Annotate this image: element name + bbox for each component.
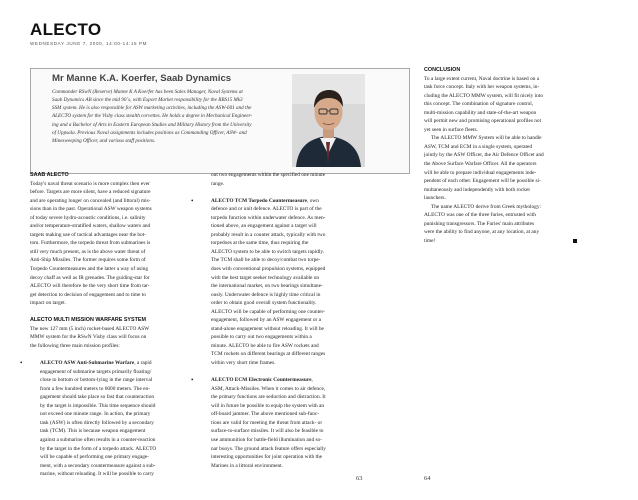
bullet-text: , a rapid (134, 360, 152, 367)
text-line: cluding the ALECTO MMW system, will fit nicely into (424, 92, 543, 99)
text-line: ously. Underwater defence is highly time critical in (211, 291, 321, 298)
text-line: multaneously and independently with both rocket (424, 186, 530, 193)
text-line: time! (424, 237, 614, 246)
text-line: task force concept. Italy with her weapon systems, in- (424, 84, 540, 91)
paragraph-mission-profiles (30, 325, 192, 351)
speaker-bio-text (52, 88, 286, 145)
bio-line: ALECTO system for the Visby class stealth corvettes. He holds a degree in Mechanical Engineer- (52, 113, 253, 120)
text-line: interesting opportunities for joint operation with the (211, 454, 323, 461)
text-line: does with conventional propulsion systems, equipped (211, 266, 326, 273)
text-line: Today's naval threat scenario is more complex then ever (30, 180, 150, 187)
text-line: torpedoes at the same time, thus requiring the (211, 240, 309, 247)
text-line: and/or temperature-stratified waters, shallow waters and (30, 223, 151, 230)
text-line: launchers. (424, 195, 446, 202)
text-line: ment, with a secondary countermeasure against a sub- (40, 462, 156, 469)
text-line: multi-mission capability and state-of-the-art weapon (424, 109, 537, 116)
portrait-image (292, 74, 365, 167)
text-line: probably result in a counter attack, typically with two (211, 231, 326, 238)
bio-line: of Uppsala. Previous Naval assignments includes positions as Commanding Officer, ASW- and (52, 129, 247, 136)
text-line: ALECTO will therefore be the very short time from tar- (30, 283, 150, 290)
text-line: out two engagements within the specified one minute (211, 172, 326, 178)
text-line: Anti-Ship Missiles. The former requires some form of (30, 257, 146, 264)
text-line: from a few hundred meters to 6000 meters. The en- (40, 385, 151, 392)
text-line: surface-to-surface missiles. It will also be feasible to (211, 428, 324, 435)
paragraph-threat (30, 180, 192, 308)
text-line: defence and or unit defence. ALECTO is part of the (211, 206, 322, 213)
text-line: of today severe hydro-acoustic conditions, i.e. salinity (30, 214, 146, 221)
text-line: Marines in a littoral environment. (211, 462, 283, 469)
text-line: torpedo function within underwater defence. As men- (211, 214, 326, 221)
text-line: will be able to prepare individual engagements inde- (424, 169, 537, 176)
bio-line: Saab Dynamics AB since the mid 90´s, with Export Market responsibility for the RBS15 Mk3 (52, 97, 243, 104)
text-line: off-board jammer. The above mentioned sub-func- (211, 411, 320, 418)
text-line: sions than in the past. Operational ASW weapon systems (30, 206, 152, 213)
text-line: The ALECTO MMW System will be able to handle (431, 135, 542, 142)
text-line: by the target is impossible. This time sequence should (40, 402, 156, 409)
text-line: will permit new and promising operational profiles not (424, 118, 542, 125)
text-line: marine, without reloading. It will be possible to carry (40, 471, 154, 478)
text-line: ALECTO system to be able to switch targets rapidly. (211, 248, 324, 255)
text-line: and are operating longer on concealed (and littoral) mis- (30, 197, 151, 204)
text-line: yet seen in surface fleets. (424, 126, 478, 133)
text-line: ALECTO will be capable of performing one counter- (211, 308, 325, 315)
text-line: within very short time frames. (211, 360, 276, 367)
paragraph-name-origin (424, 203, 614, 246)
page-number-left: 63 (356, 475, 363, 482)
text-line: this concept. The combination of signature control, (424, 101, 534, 108)
bio-line: ing and a Bachelor of Arts in Eastern European Studies and Military History from the University (52, 121, 252, 128)
session-datetime: WEDNESDAY JUNE 7, 2000, 14:00-14:15 PM (30, 41, 148, 46)
paragraph-continued (201, 171, 363, 188)
bullet-text: , (311, 377, 313, 384)
text-line: The new 127 mm (5 inch) rocket-based ALECTO ASW (30, 325, 150, 332)
text-line: by the target in the form of a torpedo attack. ALECTO (40, 445, 157, 452)
paragraph-conclusion (424, 75, 614, 135)
text-line: the following three main mission profiles: (30, 342, 120, 349)
text-line: still very much present, as is the above water threat of (30, 248, 146, 255)
text-line: MMW system for the RSwN Visby class will focus on (30, 334, 147, 341)
bullet-icon: • (20, 359, 23, 368)
text-line: against a submarine often results in a counter-reaction (40, 436, 156, 443)
text-line: close to bottom or bottom-lying in the range interval (40, 377, 153, 384)
bullet-icon: • (191, 376, 194, 385)
bio-line: SSM system. He is also responsible for ASW marketing activities, including the ASW-601 and the (52, 105, 252, 112)
speaker-photo (292, 74, 365, 167)
end-of-article-mark (573, 239, 577, 243)
bio-line: Minesweeping Officer, and various staff positions. (52, 137, 156, 144)
text-line: jointly by the ASW Officer, the Air Defence Officet and (424, 152, 544, 159)
paragraph-system (424, 134, 614, 202)
text-line: use ammunition for battle-field illumination and so- (211, 436, 323, 443)
text-line: ASM, Attack-Missiles. When it comes to air defence, (211, 385, 326, 392)
text-line: the international market, on two bearings simultane- (211, 283, 323, 290)
text-line: minute. ALECTO be able to fire ASW rockets and (211, 342, 319, 349)
text-line: before. Targets are more silent, have a reduced signature (30, 189, 151, 196)
text-line: TCM rockets on different bearings at different ranges (211, 351, 326, 358)
text-line: Torpedo Countermeasures and the latter a way of using (30, 266, 149, 273)
text-line: punishing transgressors. The Furies' main attributes (424, 220, 535, 227)
column-middle (191, 171, 363, 470)
text-line: ALECTO was one of the three furies, entrusted with (424, 212, 536, 219)
article-title: ALECTO (30, 20, 102, 39)
text-line: The TCM shall be able to decoy/combat two torpe- (211, 257, 321, 264)
column-right (424, 66, 614, 245)
bullet-icon: • (191, 196, 194, 205)
text-line: stand-alone engagement without reloading. It will be (211, 325, 324, 332)
text-line: ASW, TCM and ECM in a single system, operated (424, 143, 533, 150)
column-left (20, 171, 192, 479)
text-line: were the ability to find anyone, at any location, at any (424, 229, 540, 236)
text-line: get detection to decision of engagement and to time to (30, 291, 146, 298)
text-line: pendent of each other. Engagement will be possible si- (424, 178, 541, 185)
text-line: tioned above, an engagement against a target will (211, 223, 317, 230)
bullet-ecm (191, 376, 363, 470)
text-line: will in future be possible to equip the system with an (211, 402, 325, 409)
text-line: tions are valid for meeting the threat from attack- or (211, 419, 323, 426)
section-heading: ALECTO MULTI MISSION WARFARE SYSTEM (30, 317, 146, 324)
text-line: targets making use of tactical advantages near the bot- (30, 231, 146, 238)
bullet-text: , own (307, 197, 319, 204)
text-line: the Above Surface Warfare Officer. All the operators (424, 161, 537, 168)
text-line: the primary functions are seduction and distraction. It (211, 394, 326, 401)
text-line: task (TCM). This is because weapon engagement (40, 428, 146, 435)
text-line: engagement, followed by an ASW engagement or a (211, 317, 322, 324)
bullet-title: ALECTO TCM Torpedo Countermeasure (211, 197, 308, 204)
text-line: will be capable of performing one primary engage- (40, 454, 150, 461)
section-heading: SAAB ALECTO (30, 172, 69, 178)
text-line: engagement of submarine targets primarily floating/ (40, 368, 152, 375)
bullet-title: ALECTO ASW Anti-Submarine Warfare (40, 360, 135, 367)
text-line: not exceed one minute range. In action, the primary (40, 411, 151, 418)
text-line: range. (211, 180, 225, 187)
bullet-tcm (191, 196, 363, 368)
bio-line: Commander RSwN (Reserve) Manne K A Koerfer has been Sales Manager, Naval Systems at (52, 89, 243, 95)
text-line: gagement should take place so fast that counteraction (40, 394, 155, 401)
section-heading: CONCLUSION (424, 67, 461, 73)
text-line: task (ASW) is often directly followed by a secondary (40, 419, 154, 426)
text-line: order to obtain good overall system functionality. (211, 300, 317, 307)
text-line: possible to carry out two engagements within a (211, 334, 312, 341)
text-line: with the best target seeker technology available on (211, 274, 320, 281)
text-line: tom. Furthermore, the torpedo threat from submarines is (30, 240, 151, 247)
speaker-name: Mr Manne K.A. Koerfer, Saab Dynamics (52, 73, 232, 84)
bullet-title: ALECTO ECM Electronic Countermeasure (211, 377, 312, 384)
page-number-right: 64 (424, 475, 431, 482)
bullet-asw (20, 359, 192, 479)
text-line: decoy chaff as well as IR grenades. The guiding-star for (30, 274, 150, 281)
text-line: The name ALECTO derive from Greek mythology: (431, 203, 542, 210)
text-line: impact on target. (30, 300, 66, 307)
text-line: nar buoys. The ground attack feature offers especially (211, 445, 326, 452)
text-line: To a large extent current, Naval doctrine is based on a (424, 75, 540, 82)
